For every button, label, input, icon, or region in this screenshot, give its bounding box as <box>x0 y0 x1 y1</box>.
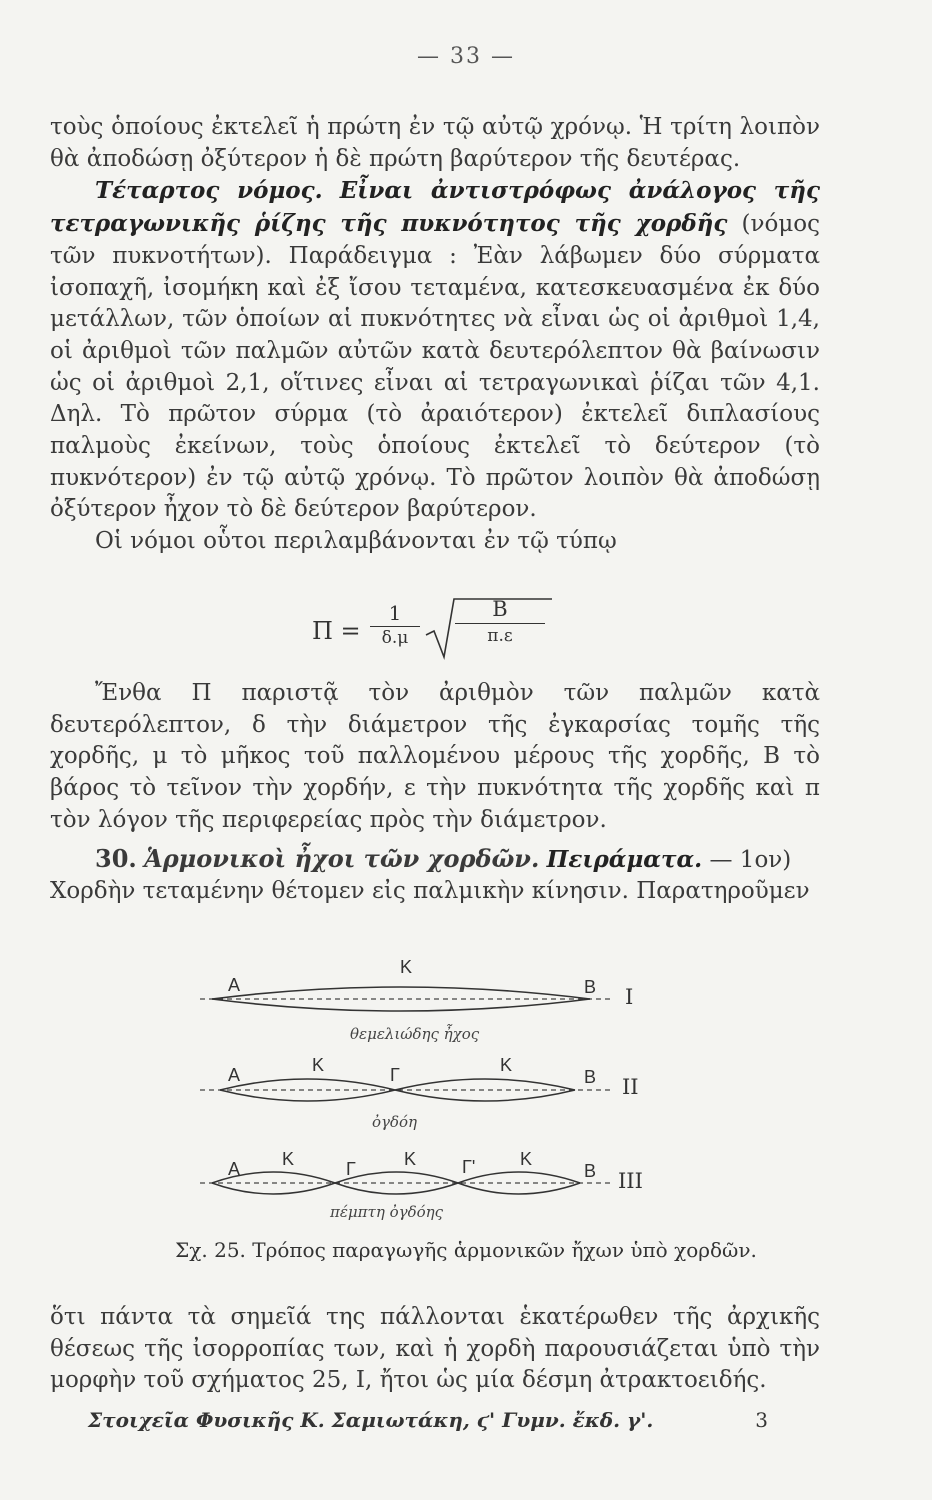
label-A-row1: Α <box>228 975 241 995</box>
page-number: — 33 — <box>417 44 515 69</box>
script-label-row3: πέμπτη ὀγδόης <box>330 1203 444 1221</box>
law-4-statement: Εἶναι ἀντιστρόφως ἀνάλογος τῆς τετραγωνικῆς ῥίζης τῆς πυκνότητος τῆς χορδῆς <box>50 177 821 238</box>
label-K2-row2: Κ <box>500 1055 513 1075</box>
label-B-row3: Β <box>584 1161 597 1181</box>
roman-numeral-3: ΙΙΙ <box>618 1169 643 1193</box>
section-title: Ἁρμονικοὶ ἦχοι τῶν χορδῶν. <box>144 843 540 873</box>
label-K1-row3: Κ <box>282 1149 295 1169</box>
script-label-row2: ὀγδόη <box>372 1113 418 1131</box>
fraction-bar-2 <box>455 623 545 624</box>
fraction-bar-1 <box>370 626 420 627</box>
label-G-row3: Γ <box>346 1159 356 1179</box>
label-K3-row3: Κ <box>520 1149 533 1169</box>
section-number: 30. <box>95 843 137 873</box>
footer-book-title: Στοιχεῖα Φυσικῆς Κ. Σαμιωτάκη, ϛ' Γυμν. ἔκδ. γ'. <box>88 1408 654 1432</box>
label-A-row2: Α <box>228 1065 241 1085</box>
law-4-rest: (νόμος τῶν πυκνοτήτων). Παράδειγμα : Ἐὰν λάβωμεν δύο σύρματα ἰσοπαχῆ, ἰσομήκη καὶ ἐξ ἴσου τεταμένα, κατεσκευασμένα ἐκ δύο μετάλλων, τῶν ὁποίων αἱ πυκνότητες νὰ εἶναι ὡς οἱ ἀριθμοὶ 1,4, οἱ ἀριθμοὶ τῶν παλμῶν αὐτῶν κατὰ δευτερόλεπτον θὰ βαίνωσιν ὡς οἱ ἀριθμοὶ 2,1, οἵτινες εἶναι αἱ τετραγωνικαὶ ῥίζαι τῶν 4,1. Δηλ. Τὸ πρῶτον σύρμα (τὸ ἀραιότερον) ἐκτελεῖ διπλασίους παλμοὺς ἐκείνων, τοὺς ὁποίους ἐκτελεῖ τὸ δεύτερον (τὸ πυκνότερον) ἐν τῷ αὐτῷ χρόνῳ. Τὸ πρῶτον λοιπὸν θὰ ἀποδώσῃ ὀξύτερον ἦχον τὸ δὲ δεύτερον βαρύτερον. <box>50 211 820 523</box>
label-G-prime-row3: Γ' <box>462 1157 476 1177</box>
section-item: — 1ον) <box>709 846 792 873</box>
section-subtitle: Πειράματα. <box>546 845 703 873</box>
label-K-row1: Κ <box>400 957 413 977</box>
formula-fraction-1 <box>370 601 420 648</box>
string-harmonics-diagram <box>200 955 670 1225</box>
page-footer <box>88 1408 768 1432</box>
formula-num-2: Β <box>492 597 508 621</box>
footer-signature-number: 3 <box>755 1408 768 1432</box>
law-4-paragraph <box>50 175 820 526</box>
roman-numeral-1: Ι <box>625 985 634 1009</box>
roman-numeral-2: ΙΙ <box>622 1075 639 1099</box>
body-text-bottom <box>50 1302 820 1397</box>
script-label-row1: θεμελιώδης ἦχος <box>350 1025 480 1043</box>
label-K2-row3: Κ <box>404 1149 417 1169</box>
formula-lhs: Π = <box>312 617 361 645</box>
formula-den-1: δ.μ <box>381 628 409 648</box>
body-text-middle <box>50 678 820 908</box>
paragraph-1: τοὺς ὁποίους ἐκτελεῖ ἡ πρώτη ἐν τῷ αὐτῷ χρόνῳ. Ἡ τρίτη λοιπὸν θὰ ἀποδώσῃ ὀξύτερον ἡ δὲ πρώτη βαρύτερον τῆς δευτέρας. <box>50 114 820 172</box>
final-paragraph: ὅτι πάντα τὰ σημεῖά της πάλλονται ἑκατέρωθεν τῆς ἀρχικῆς θέσεως τῆς ἰσορροπίας των, καὶ ἡ χορδὴ παρουσιάζεται ὑπὸ τὴν μορφὴν τοῦ σχήματος 25, Ι, ἤτοι ὡς μία δέσμη ἀτρακτοειδής. <box>50 1304 820 1394</box>
figure-25 <box>200 955 670 1225</box>
formula-intro: Οἱ νόμοι οὗτοι περιλαμβάνονται ἐν τῷ τύπῳ <box>95 528 617 555</box>
label-G-row2: Γ <box>390 1065 400 1085</box>
label-B-row1: Β <box>584 977 597 997</box>
law-4-title: Τέταρτος νόμος. <box>95 177 323 205</box>
figure-caption: Σχ. 25. Τρόπος παραγωγῆς ἁρμονικῶν ἤχων ὑπὸ χορδῶν. <box>175 1238 757 1262</box>
label-K1-row2: Κ <box>312 1055 325 1075</box>
label-A-row3: Α <box>228 1159 241 1179</box>
formula-fraction-2 <box>455 597 545 646</box>
body-text-top <box>50 112 820 558</box>
formula-den-2: π.ε <box>487 626 513 646</box>
formula-num-1: 1 <box>388 601 402 625</box>
section-30-heading <box>50 843 820 877</box>
string-frequency-formula <box>312 595 552 665</box>
explanation-paragraph: Ἔνθα Π παριστᾷ τὸν ἀριθμὸν τῶν παλμῶν κατὰ δευτερόλεπτον, δ τὴν διάμετρον τῆς ἐγκαρσίας τομῆς τῆς χορδῆς, μ τὸ μῆκος τοῦ παλλομένου μέρους τῆς χορδῆς, Β τὸ βάρος τὸ τεῖνον τὴν χορδήν, ε τὴν πυκνότητα τῆς χορδῆς καὶ π τὸν λόγον τῆς περιφερείας πρὸς τὴν διάμετρον. <box>50 680 820 833</box>
section-text: Χορδὴν τεταμένην θέτομεν εἰς παλμικὴν κίνησιν. Παρατηροῦμεν <box>50 878 810 905</box>
label-B-row2: Β <box>584 1067 597 1087</box>
